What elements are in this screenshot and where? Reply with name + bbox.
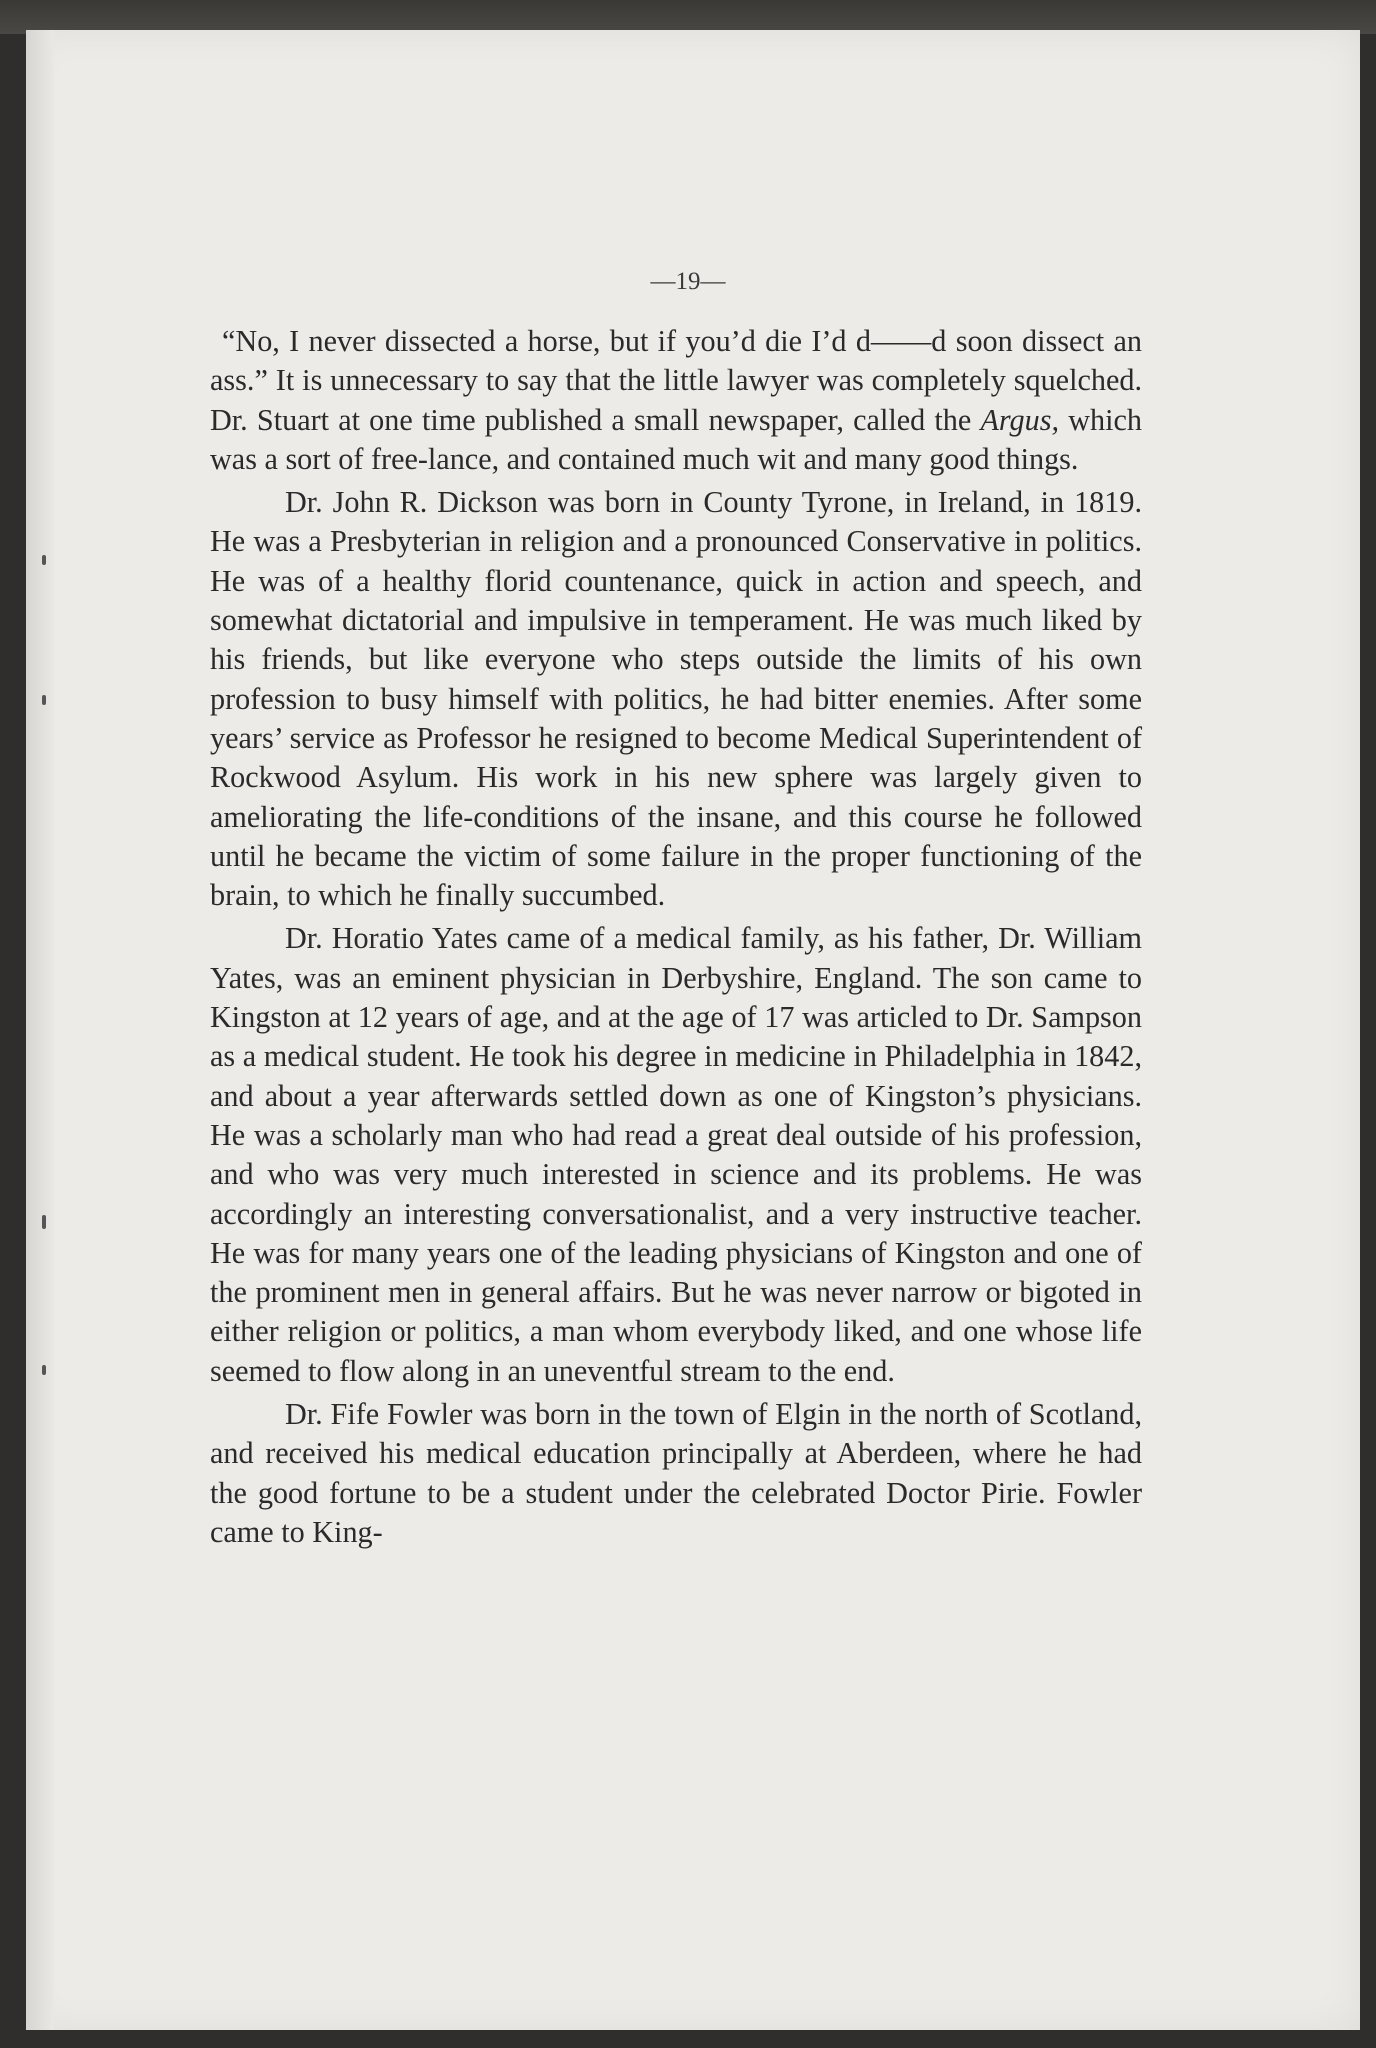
page-gutter	[26, 30, 54, 2030]
margin-speck	[42, 1215, 46, 1229]
margin-speck	[42, 695, 46, 705]
paragraph-yates: Dr. Horatio Yates came of a medical family, as his father, Dr. William Yates, was an eminent physician in Derbyshire, England. The son came to Kingston at 12 years of age, and at the age of 17 was articled to Dr. Sampson as a medical student. He took his degree in medicine in Philadelphia in 1842, and about a year afterwards settled down as one of Kingston’s physicians. He was a scholarly man who had read a great deal outside of his profession, and who was very much interested in science and its problems. He was accordingly an interesting conversationalist, and a very instructive teacher. He was for many years one of the leading physicians of Kingston and one of the prominent men in general affairs. But he was never narrow or bigoted in either religion or politics, a man whom everybody liked, and one whose life seemed to flow along in an uneventful stream to the end.	[210, 921, 1142, 1388]
paragraph-continued	[210, 322, 1142, 479]
margin-speck	[42, 555, 46, 565]
paragraph-text-end: which was a sort of free-lance, and contained much wit and many good things.	[210, 402, 1142, 476]
page-number: —19—	[650, 268, 726, 295]
margin-speck	[42, 1365, 46, 1375]
paragraph-text-start: “No, I never dissected a horse, but if you’d die I’d d——d soon dissect an ass.” It is unnecessary to say that the little lawyer was completely squelched. Dr. Stuart at one time published a small newspaper, called the	[210, 324, 1142, 437]
newspaper-title: Argus,	[980, 402, 1060, 437]
paragraph-fowler: Dr. Fife Fowler was born in the town of Elgin in the north of Scotland, and received his medical education principally at Aberdeen, where he had the good fortune to be a student under the celebrated Doctor Pirie. Fowler came to King-	[210, 1397, 1142, 1549]
paragraph-dickson: Dr. John R. Dickson was born in County Tyrone, in Ireland, in 1819. He was a Presbyterian in religion and a pronounced Conservative in politics. He was of a healthy florid countenance, quick in action and speech, and somewhat dictatorial and impulsive in temperament. He was much liked by his friends, but like everyone who steps outside the limits of his own profession to busy himself with politics, he had bitter enemies. After some years’ service as Professor he resigned to become Medical Superintendent of Rockwood Asylum. His work in his new sphere was largely given to ameliorating the life-conditions of the insane, and this course he followed until he became the victim of some failure in the proper functioning of the brain, to which he finally succumbed.	[210, 485, 1142, 913]
body-text	[210, 322, 1142, 1552]
scan-top-edge	[0, 0, 1376, 34]
